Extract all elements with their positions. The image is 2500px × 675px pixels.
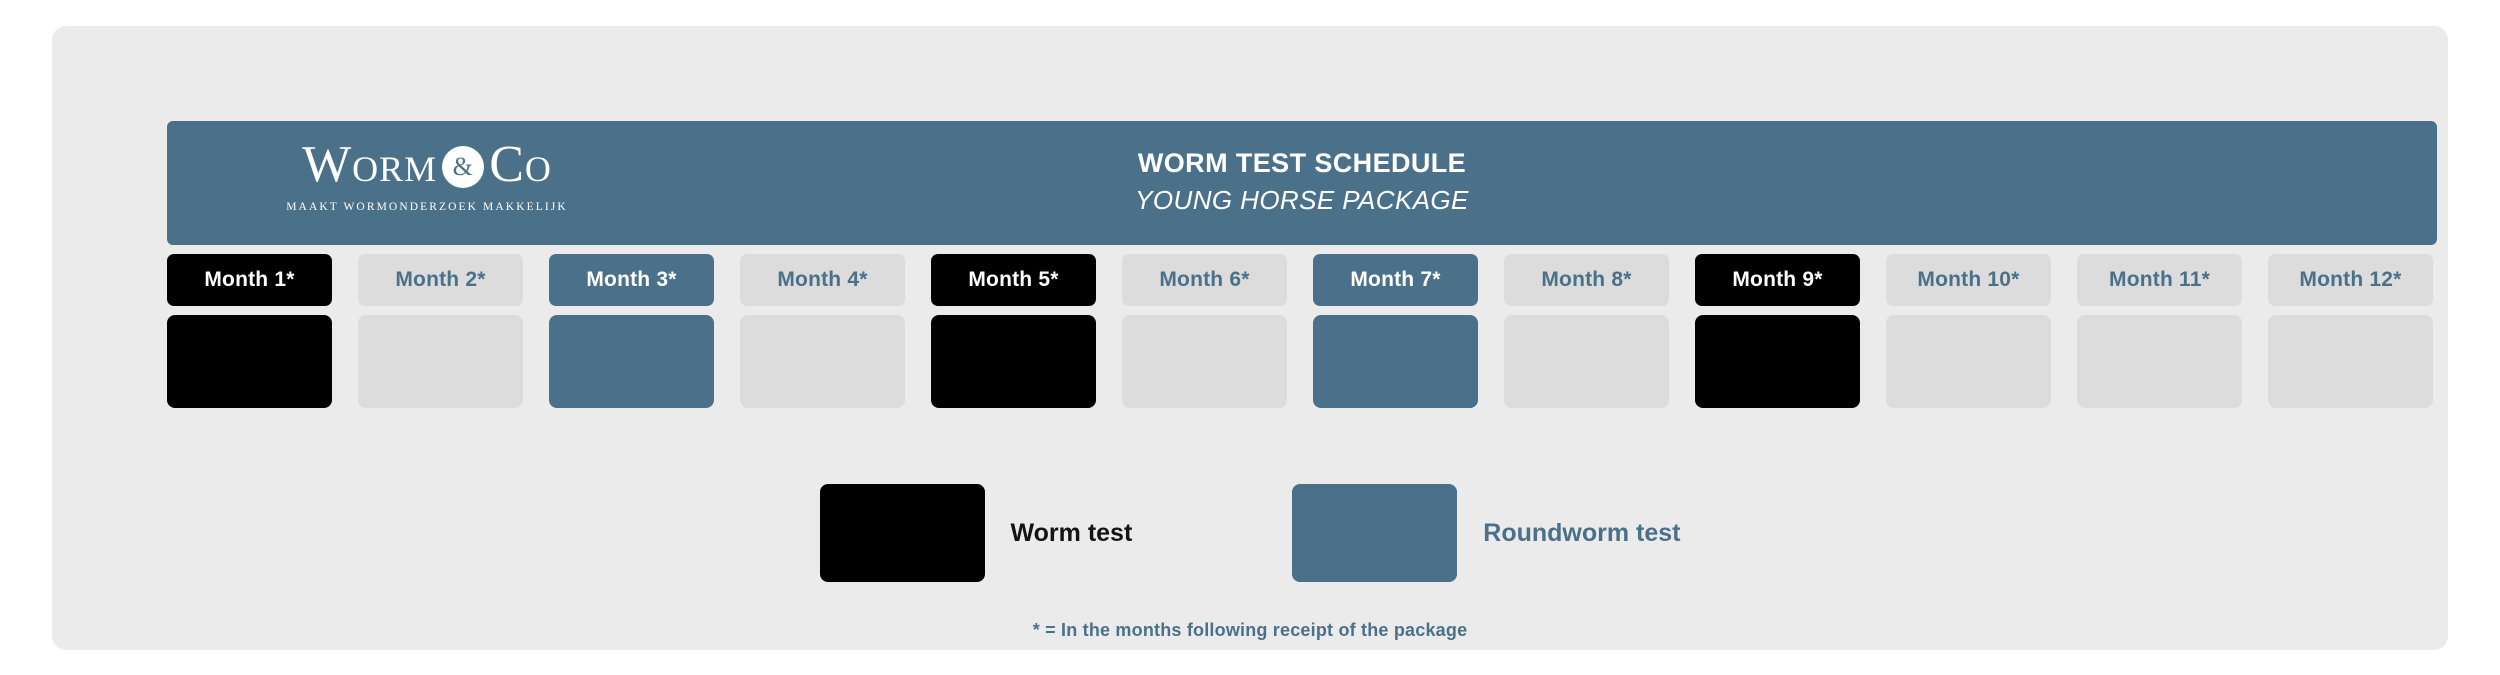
month-test-swatch: [1886, 315, 2051, 408]
month-test-swatch: [2268, 315, 2433, 408]
month-column: [358, 254, 523, 408]
month-label: Month 12*: [2268, 254, 2433, 306]
page-title: WORM TEST SCHEDULE: [1137, 148, 1467, 178]
month-label: Month 6*: [1122, 254, 1287, 306]
legend-label: Roundworm test: [1483, 518, 1681, 547]
month-column: [2268, 254, 2433, 408]
month-test-swatch: [358, 315, 523, 408]
month-label: Month 10*: [1886, 254, 2051, 306]
legend-label: Worm test: [1010, 518, 1133, 547]
month-label: Month 9*: [1695, 254, 1860, 306]
month-column: [1886, 254, 2051, 408]
footnote: * = In the months following receipt of the package: [1032, 620, 1468, 640]
logo-tagline: MAAKT WORMONDERZOEK MAKKELIJK: [286, 201, 568, 213]
month-column: [1122, 254, 1287, 408]
month-label: Month 2*: [358, 254, 523, 306]
month-test-swatch: [549, 315, 714, 408]
legend: [52, 484, 2448, 582]
month-grid: [167, 254, 2437, 408]
month-test-swatch: [1695, 315, 1860, 408]
header-titles: [167, 145, 2437, 219]
month-column: [931, 254, 1096, 408]
month-label: Month 3*: [549, 254, 714, 306]
month-column: [167, 254, 332, 408]
month-test-swatch: [931, 315, 1096, 408]
month-label: Month 11*: [2077, 254, 2242, 306]
legend-item: [1292, 484, 1680, 582]
legend-item: [820, 484, 1133, 582]
month-label: Month 7*: [1313, 254, 1478, 306]
page-subtitle: YOUNG HORSE PACKAGE: [1135, 185, 1469, 216]
month-column: [1313, 254, 1478, 408]
month-label: Month 1*: [167, 254, 332, 306]
month-label: Month 8*: [1504, 254, 1669, 306]
month-test-swatch: [2077, 315, 2242, 408]
month-test-swatch: [740, 315, 905, 408]
header-bar: [167, 121, 2437, 245]
month-column: [1695, 254, 1860, 408]
month-test-swatch: [1504, 315, 1669, 408]
month-test-swatch: [1313, 315, 1478, 408]
month-column: [1504, 254, 1669, 408]
month-label: Month 5*: [931, 254, 1096, 306]
month-test-swatch: [1122, 315, 1287, 408]
month-column: [549, 254, 714, 408]
schedule-panel: [52, 26, 2448, 650]
month-test-swatch: [167, 315, 332, 408]
month-column: [740, 254, 905, 408]
legend-swatch: [820, 484, 985, 582]
month-label: Month 4*: [740, 254, 905, 306]
logo-ampersand-icon: &: [442, 146, 484, 188]
month-column: [2077, 254, 2242, 408]
logo-word-co: Co: [489, 136, 552, 193]
legend-swatch: [1292, 484, 1457, 582]
logo-word-worm: Worm: [302, 136, 438, 193]
